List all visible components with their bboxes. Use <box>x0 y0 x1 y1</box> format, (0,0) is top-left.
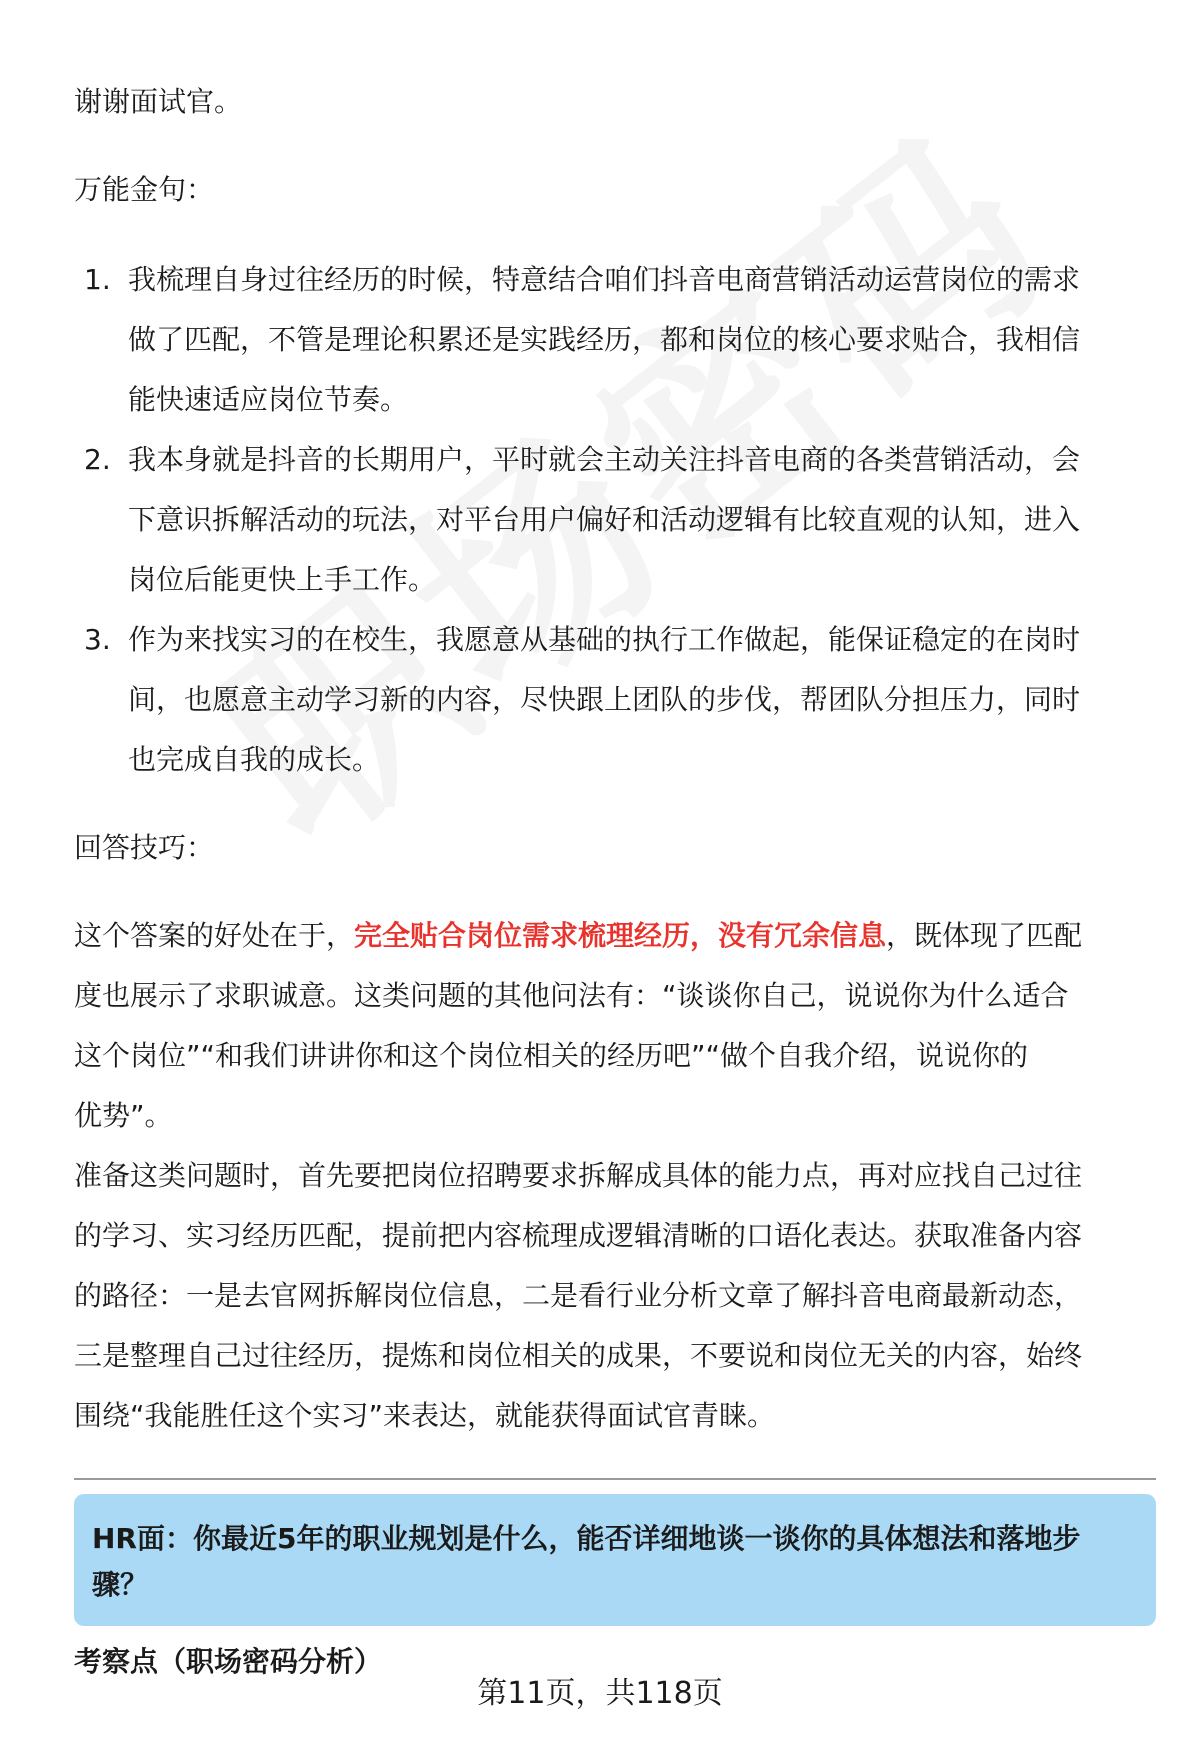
question-line: 骤？ <box>92 1568 149 1601</box>
paragraph-line: 准备这类问题时，首先要把岗位招聘要求拆解成具体的能力点，再对应找自己过往 <box>74 1159 1083 1192</box>
analysis-subheading: 考察点（职场密码分析） <box>74 1645 383 1678</box>
paragraph-line: 度也展示了求职诚意。这类问题的其他问法有：“谈谈你自己，说说你为什么适合 <box>74 979 1069 1012</box>
list-line: 也完成自我的成长。 <box>128 743 381 776</box>
paragraph-line: 的学习、实习经历匹配，提前把内容梳理成逻辑清晰的口语化表达。获取准备内容 <box>74 1219 1083 1252</box>
list-line: 我梳理自身过往经历的时候，特意结合咱们抖音电商营销活动运营岗位的需求 <box>128 263 1081 296</box>
list-item <box>74 250 1150 430</box>
paragraph-line <box>74 906 1150 966</box>
text-span: ，既体现了匹配 <box>886 919 1083 952</box>
universal-phrases-list <box>74 250 1150 790</box>
list-line: 我本身就是抖音的长期用户，平时就会主动关注抖音电商的各类营销活动，会 <box>128 443 1081 476</box>
list-line: 间，也愿意主动学习新的内容，尽快跟上团队的步伐，帮团队分担压力，同时 <box>128 683 1081 716</box>
list-item <box>74 430 1150 610</box>
page-number-footer: 第11页，共118页 <box>477 1676 723 1711</box>
section-divider <box>74 1478 1156 1480</box>
list-line: 下意识拆解活动的玩法，对平台用户偏好和活动逻辑有比较直观的认知，进入 <box>128 503 1081 536</box>
paragraph-line: 三是整理自己过往经历，提炼和岗位相关的成果，不要说和岗位无关的内容，始终 <box>74 1339 1083 1372</box>
text-span: 这个答案的好处在于， <box>74 919 355 952</box>
content-area <box>74 72 1150 1684</box>
tips-paragraph-2 <box>74 1146 1150 1446</box>
list-number: 2. <box>84 443 111 476</box>
question-box <box>74 1494 1156 1626</box>
paragraph-line: 的路径：一是去官网拆解岗位信息，二是看行业分析文章了解抖音电商最新动态， <box>74 1279 1083 1312</box>
paragraph-line: 这个岗位”“和我们讲讲你和这个岗位相关的经历吧”“做个自我介绍，说说你的 <box>74 1039 1029 1072</box>
paragraph-line: 围绕“我能胜任这个实习”来表达，就能获得面试官青睐。 <box>74 1399 776 1432</box>
list-line: 岗位后能更快上手工作。 <box>128 563 437 596</box>
tips-label: 回答技巧： <box>74 831 215 864</box>
list-line: 能快速适应岗位节奏。 <box>128 383 409 416</box>
list-line: 作为来找实习的在校生，我愿意从基础的执行工作做起，能保证稳定的在岗时 <box>128 623 1081 656</box>
universal-phrases-label: 万能金句： <box>74 173 215 206</box>
list-item <box>74 610 1150 790</box>
highlight-text: 完全贴合岗位需求梳理经历，没有冗余信息 <box>354 919 887 952</box>
intro-line: 谢谢面试官。 <box>74 85 243 118</box>
list-number: 3. <box>84 623 111 656</box>
list-line: 做了匹配，不管是理论积累还是实践经历，都和岗位的核心要求贴合，我相信 <box>128 323 1081 356</box>
tips-paragraph-1 <box>74 906 1150 1146</box>
list-number: 1. <box>84 263 111 296</box>
question-line: HR面：你最近5年的职业规划是什么，能否详细地谈一谈你的具体想法和落地步 <box>92 1522 1081 1555</box>
paragraph-line: 优势”。 <box>74 1099 173 1132</box>
